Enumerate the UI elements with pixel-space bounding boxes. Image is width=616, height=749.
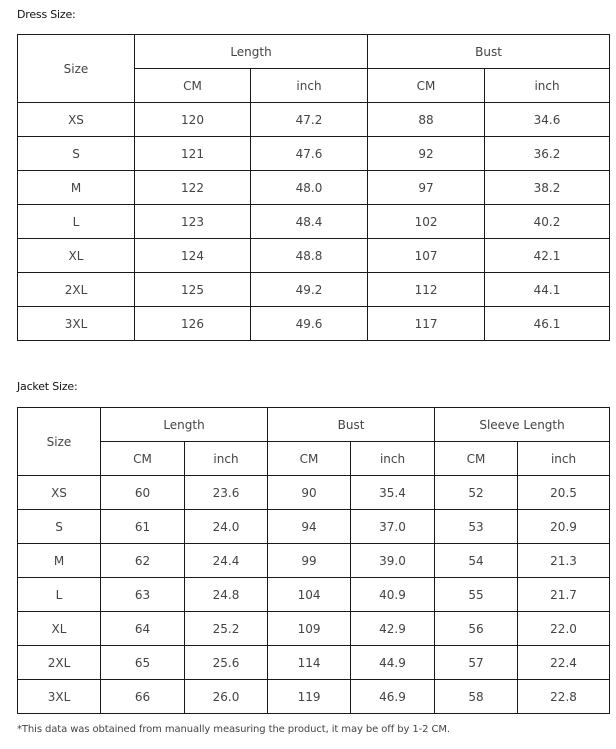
size-cell: L <box>18 205 135 239</box>
bust-header: Bust <box>268 408 435 442</box>
unit-header: inch <box>485 69 610 103</box>
cell: 42.9 <box>351 612 435 646</box>
cell: 39.0 <box>351 544 435 578</box>
cell: 126 <box>135 307 251 341</box>
table-row <box>18 510 610 544</box>
cell: 40.2 <box>485 205 610 239</box>
cell: 102 <box>368 205 485 239</box>
cell: 57 <box>435 646 518 680</box>
length-header: Length <box>101 408 268 442</box>
cell: 22.4 <box>518 646 610 680</box>
size-cell: M <box>18 171 135 205</box>
cell: 48.0 <box>251 171 368 205</box>
size-cell: 2XL <box>18 273 135 307</box>
dress-size-title: Dress Size: <box>17 8 76 21</box>
cell: 48.4 <box>251 205 368 239</box>
sleeve-length-header: Sleeve Length <box>435 408 610 442</box>
cell: 88 <box>368 103 485 137</box>
cell: 60 <box>101 476 185 510</box>
table-row <box>18 646 610 680</box>
cell: 44.9 <box>351 646 435 680</box>
cell: 107 <box>368 239 485 273</box>
header-row-groups <box>18 35 610 69</box>
cell: 46.1 <box>485 307 610 341</box>
cell: 97 <box>368 171 485 205</box>
cell: 61 <box>101 510 185 544</box>
cell: 38.2 <box>485 171 610 205</box>
cell: 52 <box>435 476 518 510</box>
cell: 20.5 <box>518 476 610 510</box>
unit-header: inch <box>185 442 268 476</box>
size-cell: M <box>18 544 101 578</box>
size-cell: XS <box>18 103 135 137</box>
cell: 66 <box>101 680 185 714</box>
cell: 54 <box>435 544 518 578</box>
cell: 42.1 <box>485 239 610 273</box>
table-row <box>18 307 610 341</box>
jacket-size-title: Jacket Size: <box>17 380 78 393</box>
unit-header: CM <box>368 69 485 103</box>
cell: 120 <box>135 103 251 137</box>
dress-size-table <box>17 34 610 341</box>
table-row <box>18 205 610 239</box>
cell: 46.9 <box>351 680 435 714</box>
cell: 22.8 <box>518 680 610 714</box>
header-row-groups <box>18 408 610 442</box>
cell: 64 <box>101 612 185 646</box>
cell: 58 <box>435 680 518 714</box>
size-header: Size <box>18 408 101 476</box>
table-row <box>18 680 610 714</box>
cell: 114 <box>268 646 351 680</box>
cell: 40.9 <box>351 578 435 612</box>
cell: 112 <box>368 273 485 307</box>
cell: 24.0 <box>185 510 268 544</box>
cell: 90 <box>268 476 351 510</box>
cell: 55 <box>435 578 518 612</box>
cell: 53 <box>435 510 518 544</box>
cell: 92 <box>368 137 485 171</box>
table-row <box>18 273 610 307</box>
unit-header: CM <box>135 69 251 103</box>
cell: 125 <box>135 273 251 307</box>
size-cell: XL <box>18 612 101 646</box>
cell: 99 <box>268 544 351 578</box>
unit-header: CM <box>101 442 185 476</box>
cell: 94 <box>268 510 351 544</box>
cell: 34.6 <box>485 103 610 137</box>
size-cell: 3XL <box>18 680 101 714</box>
length-header: Length <box>135 35 368 69</box>
cell: 124 <box>135 239 251 273</box>
cell: 123 <box>135 205 251 239</box>
cell: 63 <box>101 578 185 612</box>
cell: 23.6 <box>185 476 268 510</box>
measurement-footnote: *This data was obtained from manually measuring the product, it may be off by 1-2 CM. <box>17 724 450 735</box>
cell: 35.4 <box>351 476 435 510</box>
cell: 65 <box>101 646 185 680</box>
jacket-size-table <box>17 407 610 714</box>
cell: 21.7 <box>518 578 610 612</box>
cell: 122 <box>135 171 251 205</box>
table-row <box>18 137 610 171</box>
cell: 49.2 <box>251 273 368 307</box>
cell: 25.6 <box>185 646 268 680</box>
cell: 104 <box>268 578 351 612</box>
table-row <box>18 476 610 510</box>
table-row <box>18 239 610 273</box>
cell: 44.1 <box>485 273 610 307</box>
cell: 37.0 <box>351 510 435 544</box>
size-cell: L <box>18 578 101 612</box>
cell: 62 <box>101 544 185 578</box>
cell: 26.0 <box>185 680 268 714</box>
unit-header: inch <box>351 442 435 476</box>
cell: 119 <box>268 680 351 714</box>
cell: 21.3 <box>518 544 610 578</box>
unit-header: CM <box>268 442 351 476</box>
bust-header: Bust <box>368 35 610 69</box>
cell: 47.2 <box>251 103 368 137</box>
size-cell: S <box>18 510 101 544</box>
table-row <box>18 544 610 578</box>
size-header: Size <box>18 35 135 103</box>
cell: 56 <box>435 612 518 646</box>
unit-header: inch <box>518 442 610 476</box>
header-row-units <box>18 442 610 476</box>
unit-header: CM <box>435 442 518 476</box>
cell: 24.4 <box>185 544 268 578</box>
cell: 109 <box>268 612 351 646</box>
table-row <box>18 578 610 612</box>
cell: 20.9 <box>518 510 610 544</box>
table-row <box>18 171 610 205</box>
cell: 36.2 <box>485 137 610 171</box>
table-row <box>18 612 610 646</box>
cell: 117 <box>368 307 485 341</box>
size-cell: XS <box>18 476 101 510</box>
cell: 24.8 <box>185 578 268 612</box>
size-cell: 3XL <box>18 307 135 341</box>
size-cell: S <box>18 137 135 171</box>
cell: 22.0 <box>518 612 610 646</box>
unit-header: inch <box>251 69 368 103</box>
size-cell: XL <box>18 239 135 273</box>
cell: 47.6 <box>251 137 368 171</box>
size-cell: 2XL <box>18 646 101 680</box>
table-row <box>18 103 610 137</box>
cell: 121 <box>135 137 251 171</box>
cell: 49.6 <box>251 307 368 341</box>
cell: 25.2 <box>185 612 268 646</box>
cell: 48.8 <box>251 239 368 273</box>
